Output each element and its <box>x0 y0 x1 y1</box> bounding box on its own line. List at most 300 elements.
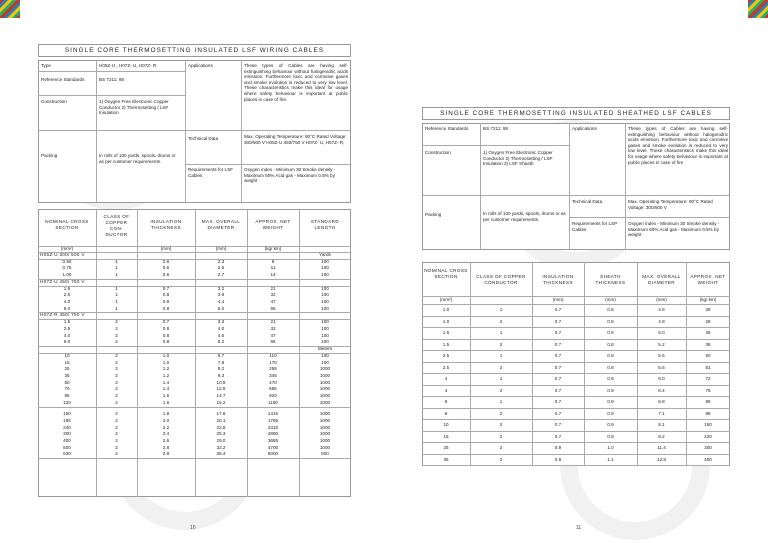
right-header-insulation: INSULATION THICKNESS <box>542 274 574 285</box>
right-reference-standards-label: Reference Standards <box>425 126 469 131</box>
table-cell: 12.8 <box>657 456 666 462</box>
type-value: H05Z-U , H07Z- U, H07Z- R <box>99 63 157 68</box>
table-cell: 2 <box>115 444 118 450</box>
table-cell: 14.7 <box>216 393 226 399</box>
table-cell: 6.0 <box>658 376 665 381</box>
table-cell: 2.7 <box>217 272 225 278</box>
table-cell: 32 <box>270 292 276 298</box>
table-cell: 2 <box>499 433 503 439</box>
table-cell: 14 <box>270 272 276 278</box>
table-cell: 16 <box>64 359 70 365</box>
table-cell: 9.3 <box>217 372 225 378</box>
table-cell: 6.0 <box>63 305 71 311</box>
table-cell: 100 <box>321 352 329 358</box>
reference-standards-value: BS 7211: 98 <box>99 77 124 82</box>
table-cell: 1.5 <box>63 319 71 325</box>
table-cell: 2 <box>499 341 503 347</box>
table-cell: 2.0 <box>162 417 170 423</box>
table-cell: 5.6 <box>658 364 665 370</box>
technical-data-label: Technical Data <box>188 136 219 141</box>
section-label: H07Z-R 450/ 750 V <box>40 312 85 318</box>
table-cell: 9 <box>271 258 275 264</box>
table-cell: 470 <box>269 379 277 385</box>
right-unit-insulation: (mm) <box>552 297 564 302</box>
table-cell: 28 <box>705 318 711 324</box>
table-cell: 0.7 <box>554 341 562 347</box>
table-cell: 4.9 <box>658 318 665 324</box>
table-cell: 32 <box>270 325 276 331</box>
table-cell: 1000 <box>319 431 331 437</box>
table-cell: 0.7 <box>554 433 562 439</box>
left-unit-diameter: (mm) <box>215 246 227 251</box>
table-cell: 17.8 <box>216 411 226 417</box>
table-cell: 0.9 <box>607 433 614 439</box>
table-cell: 36 <box>705 330 711 335</box>
table-cell: 1 <box>115 265 118 271</box>
table-cell: 1765 <box>267 417 279 423</box>
table-cell: 150 <box>704 422 712 427</box>
table-cell: 1000 <box>319 366 331 372</box>
right-unit-sheath: (mm) <box>605 297 616 302</box>
right-reference-standards-value: BS 7211: 98 <box>483 126 508 131</box>
table-cell: 0.7 <box>554 318 562 324</box>
table-cell: 6.4 <box>658 387 665 393</box>
table-cell: 100 <box>321 292 329 298</box>
table-cell: 100 <box>321 265 329 271</box>
table-cell: 100 <box>321 299 329 305</box>
table-cell: 0.9 <box>554 445 562 450</box>
table-cell: 1.4 <box>162 386 170 392</box>
table-cell: 4700 <box>267 444 279 450</box>
table-cell: 0.7 <box>554 422 562 427</box>
table-cell: 1.0 <box>162 359 170 365</box>
table-cell: 2.5 <box>63 292 71 298</box>
table-cell: 0.6 <box>162 258 170 264</box>
table-cell: 47 <box>270 332 276 338</box>
table-cell: 920 <box>269 393 277 399</box>
table-cell: 1 <box>115 272 118 278</box>
table-cell: 240 <box>63 424 71 430</box>
table-cell: 0.75 <box>62 265 72 271</box>
table-cell: 4 <box>444 387 448 393</box>
table-cell: 220 <box>704 433 712 439</box>
table-cell: 500 <box>63 444 71 450</box>
table-cell: 0.8 <box>607 318 614 324</box>
table-cell: 0.7 <box>554 353 562 358</box>
table-cell: 2.5 <box>442 353 450 358</box>
table-cell: 4.4 <box>217 299 225 305</box>
table-cell: 630 <box>63 451 71 457</box>
table-cell: 72 <box>705 376 711 381</box>
left-header-diameter: MAX. OVERALL DIAMETER <box>201 219 241 230</box>
table-cell: 0.8 <box>607 330 614 335</box>
table-cell: 6000 <box>267 451 279 457</box>
table-cell: 1 <box>115 299 118 305</box>
table-cell: 0.7 <box>554 410 562 416</box>
right-requirements-value: Oxygen index - Minimum 30 Smoke density - Maximum 60% Acid gas - Maximum 0.5% by weight <box>628 221 720 238</box>
table-cell: 2.6 <box>162 437 170 443</box>
table-cell: 100 <box>321 325 329 331</box>
table-cell: 6 <box>444 399 448 404</box>
table-cell: 95 <box>705 399 711 404</box>
table-cell: 10 <box>443 422 449 427</box>
table-cell: 1000 <box>319 437 331 443</box>
row-divider <box>422 465 730 466</box>
table-cell: 0.9 <box>607 387 614 393</box>
right-technical-data-value: Max. Operating Temperature: 90°C Rated Voltage: 300/500 V <box>628 199 713 210</box>
table-cell: 1000 <box>319 411 331 417</box>
table-cell: 4.0 <box>217 325 225 331</box>
table-cell: 3.2 <box>217 285 225 291</box>
table-cell: 32.2 <box>216 444 226 450</box>
table-cell: 50 <box>705 353 711 358</box>
table-cell: 1 <box>499 353 503 358</box>
construction-label: Construction <box>41 99 67 104</box>
left-unit-insulation: (mm) <box>160 246 172 251</box>
table-cell: 0.8 <box>162 299 170 305</box>
table-cell: 4.8 <box>658 307 665 312</box>
table-cell: 400 <box>704 456 712 462</box>
table-cell: 1.00 <box>62 272 72 278</box>
table-cell: 2310 <box>267 424 279 430</box>
table-cell: 0.7 <box>554 330 562 335</box>
table-cell: 345 <box>269 372 277 378</box>
table-cell: 70 <box>64 386 70 392</box>
table-cell: 665 <box>269 386 277 392</box>
table-cell: 50 <box>64 379 70 385</box>
table-cell: 1 <box>115 285 118 291</box>
table-cell: 0.7 <box>554 307 562 312</box>
table-cell: 5.0 <box>658 330 665 335</box>
table-cell: 35.4 <box>216 451 226 457</box>
table-cell: 0.8 <box>607 341 614 347</box>
table-cell: 2 <box>499 387 503 393</box>
table-cell: 0.7 <box>162 319 170 325</box>
table-cell: 6.8 <box>658 399 665 404</box>
table-cell: 100 <box>321 305 329 311</box>
page-number-left: 10 <box>190 525 196 531</box>
table-cell: 0.7 <box>554 399 562 404</box>
table-cell: 100 <box>321 332 329 338</box>
requirements-label: Requirements for LSF Cables <box>188 167 233 178</box>
left-page-title: SINGLE CORE THERMOSETTING INSULATED LSF WIRING CABLES <box>38 44 351 57</box>
table-cell: 1000 <box>319 399 331 405</box>
table-cell: 1.5 <box>442 330 450 335</box>
table-cell: 2 <box>115 417 118 423</box>
corner-cable-graphic-left <box>0 0 20 18</box>
table-cell: 35 <box>64 372 70 378</box>
table-cell: 9.2 <box>658 433 665 439</box>
table-cell: 75 <box>705 387 711 393</box>
table-cell: 7.8 <box>217 359 225 365</box>
table-cell: 400 <box>63 437 71 443</box>
table-cell: 2.5 <box>442 364 450 370</box>
table-cell: 0.8 <box>162 339 170 345</box>
right-header-sheath: SHEATH THICKNESS <box>595 274 626 285</box>
table-cell: 2 <box>115 451 118 457</box>
table-cell: 2 <box>115 437 118 443</box>
right-applications-value: These types of Cables are having self-extinguishing behaviour without halogenidric acids emission. Furthermore toxic and corrosive gases and smoke evolution is reduced to very low level. These characteristics make this ideal for usage where safety behaviour is important at public places in case of fire <box>628 126 728 165</box>
table-cell: 0.9 <box>607 422 614 427</box>
table-cell: 100 <box>321 339 329 345</box>
table-cell: 1.2 <box>162 366 170 372</box>
table-cell: 2.8 <box>162 451 170 457</box>
table-cell: 170 <box>269 359 277 365</box>
table-cell: 2 <box>115 372 118 378</box>
table-cell: 2 <box>115 352 118 358</box>
table-cell: 1.5 <box>63 285 71 291</box>
table-cell: 100 <box>321 359 329 365</box>
table-cell: 29.0 <box>216 437 226 443</box>
left-unit-cross-section: (mm²) <box>60 246 74 251</box>
table-cell: 150 <box>63 411 71 417</box>
table-cell: 2.3 <box>217 258 225 264</box>
table-cell: 1000 <box>319 379 331 385</box>
left-unit-weight: (kg/ km) <box>264 246 282 251</box>
table-cell: 6.7 <box>217 352 225 358</box>
table-cell: 21 <box>270 285 276 291</box>
table-cell: 1 <box>499 399 503 404</box>
table-cell: 21 <box>270 319 276 325</box>
table-cell: 1.1 <box>607 456 614 462</box>
table-cell: 2 <box>115 411 118 417</box>
section-unit: Meters <box>317 346 333 352</box>
table-cell: 1000 <box>319 372 331 378</box>
table-cell: 2 <box>115 366 118 372</box>
table-cell: 12.6 <box>216 386 226 392</box>
technical-data-value: Max. Operating Temperature: 90°C Rated Voltage: 300/500 V H05Z-U 450/750 V H07Z- U, H07Z- R, <box>244 134 347 145</box>
table-cell: 300 <box>63 431 71 437</box>
left-header-class: CLASS OF COPPER CON-DUCTOR <box>103 214 130 237</box>
table-cell: 4.6 <box>217 332 225 338</box>
table-cell: 1 <box>115 258 118 264</box>
table-cell: 2 <box>115 379 118 385</box>
table-cell: 95 <box>64 393 70 399</box>
table-cell: 0.9 <box>607 399 614 404</box>
table-cell: 16 <box>443 433 449 439</box>
applications-value: These types of Cables are having self-extinguishing behaviour without halogenidric acids emission. Furthermore toxic and corrosive gases and smoke evolution is reduced to very low level. These characteristics make this ideal for usage where safety behaviour is important at public places in case of fire. <box>244 63 348 102</box>
table-cell: 1 <box>499 307 503 312</box>
table-cell: 1.2 <box>162 372 170 378</box>
table-cell: 110 <box>269 352 277 358</box>
table-cell: 1.0 <box>162 352 170 358</box>
right-packing-value: In rolls of 100 yards, spools, drums or as per customer requirements. <box>483 211 566 222</box>
reference-standards-label: Reference Standards <box>41 77 85 82</box>
type-label: Type <box>41 63 51 68</box>
table-cell: 0.8 <box>607 307 614 312</box>
table-cell: 3.3 <box>217 319 225 325</box>
right-applications-label: Applications <box>572 126 597 131</box>
table-cell: 2 <box>115 332 118 338</box>
table-cell: 1.4 <box>162 379 170 385</box>
right-unit-weight: (kg/ km) <box>699 297 717 302</box>
right-unit-diameter: (mm) <box>656 297 667 302</box>
table-cell: 2 <box>115 399 118 405</box>
table-cell: 5.0 <box>217 305 225 311</box>
right-requirements-label: Requirements for LSP Cables <box>572 221 618 232</box>
right-packing-label: Packing <box>425 212 442 217</box>
table-cell: 5.2 <box>217 339 225 345</box>
table-cell: 10.9 <box>216 379 226 385</box>
table-cell: 2.5 <box>63 325 71 331</box>
table-cell: 0.6 <box>162 272 170 278</box>
table-cell: 2 <box>499 445 503 450</box>
table-cell: 6.0 <box>63 339 71 345</box>
table-cell: 0.8 <box>162 305 170 311</box>
section-divider <box>38 407 351 408</box>
table-cell: 1000 <box>319 393 331 399</box>
table-cell: 0.7 <box>554 387 562 393</box>
table-cell: 47 <box>270 299 276 305</box>
table-cell: 0.8 <box>607 364 614 370</box>
table-cell: 8.2 <box>217 366 225 372</box>
table-cell: 4.0 <box>63 332 71 338</box>
corner-cable-graphic-right <box>748 0 768 18</box>
table-cell: 11.4 <box>657 445 666 450</box>
table-cell: 1415 <box>267 411 279 417</box>
applications-label: Applications <box>188 63 213 68</box>
table-cell: 0.8 <box>607 353 614 358</box>
right-unit-cross-section: (mm²) <box>439 297 453 302</box>
table-cell: 2890 <box>267 431 279 437</box>
table-cell: 3.9 <box>217 292 225 298</box>
table-cell: 10 <box>64 352 70 358</box>
table-cell: 185 <box>63 417 71 423</box>
table-cell: 4 <box>444 376 448 381</box>
right-header-class: CLASS OF COPPER CONDUCTOR <box>476 274 526 285</box>
table-cell: 5.2 <box>658 341 665 347</box>
section-label: H05Z-U 300/ 500 V <box>40 252 85 257</box>
table-cell: 6 <box>444 410 448 416</box>
table-cell: 2 <box>115 386 118 392</box>
table-cell: 0.50 <box>62 258 72 264</box>
table-cell: 300 <box>704 445 712 450</box>
left-header-cross-section: NOMINAL CROSS SECTION <box>45 219 89 230</box>
table-cell: 2.8 <box>162 444 170 450</box>
table-cell: 500 <box>321 451 329 457</box>
table-cell: 7.1 <box>658 410 665 416</box>
table-cell: 0.8 <box>162 332 170 338</box>
table-cell: 100 <box>321 258 329 264</box>
left-header-length: STANDARD LENGTH <box>310 219 340 230</box>
right-construction-value: 1) Oxygen Free Electronic Copper Conductor 2) Thermosetting / LSP Insulation 3) LSF Sheath <box>483 150 553 167</box>
packing-label: Packing <box>41 153 58 158</box>
table-cell: 36 <box>705 341 711 347</box>
table-cell: 2 <box>499 422 503 427</box>
table-cell: 1 <box>499 330 503 335</box>
right-construction-label: Construction <box>425 150 451 155</box>
table-cell: 0.7 <box>162 285 170 291</box>
table-cell: 4.0 <box>63 299 71 305</box>
table-cell: 1.0 <box>607 445 614 450</box>
page-number-right: 11 <box>576 525 582 531</box>
table-cell: 25 <box>443 445 449 450</box>
table-cell: 1.0 <box>442 318 450 324</box>
table-cell: 66 <box>270 339 276 345</box>
table-cell: 2 <box>499 410 503 416</box>
table-cell: 3685 <box>267 437 279 443</box>
table-cell: 0.8 <box>607 376 614 381</box>
table-cell: 120 <box>63 399 71 405</box>
table-cell: 1000 <box>319 417 331 423</box>
table-cell: 0.9 <box>554 456 562 462</box>
table-cell: 20.1 <box>216 417 226 423</box>
table-cell: 1150 <box>268 399 278 405</box>
right-page-title: SINGLE CORE THERMOSETTING INSULATED SHEATHED LSF CABLES <box>422 107 730 120</box>
table-cell: 2 <box>499 364 503 370</box>
section-label: H07Z-U 450/ 750 V <box>40 278 85 284</box>
table-cell: 2 <box>115 319 118 325</box>
packing-value: In rolls of 100 yards, spools, drums or as per customer requirements. <box>99 153 176 164</box>
table-cell: 0.7 <box>554 364 562 370</box>
table-cell: 1.0 <box>442 307 450 312</box>
requirements-value: Oxygen index - Minimum 30 Smoke density - Maximum 60% Acid gas - Maximum 0.5% by weight <box>244 167 336 184</box>
table-cell: 1000 <box>319 444 331 450</box>
section-unit: Yards <box>319 252 331 257</box>
table-cell: 2 <box>499 456 503 462</box>
table-cell: 1000 <box>319 386 331 392</box>
right-header-weight: APPROX. NET WEIGHT <box>690 274 726 285</box>
table-cell: 1.8 <box>162 411 170 417</box>
table-cell: 2.2 <box>162 424 170 430</box>
table-cell: 2 <box>499 318 503 324</box>
table-cell: 1 <box>499 376 503 381</box>
table-cell: 100 <box>321 319 329 325</box>
table-cell: 1000 <box>319 424 331 430</box>
table-cell: 2.5 <box>217 265 225 271</box>
table-cell: 5.5 <box>658 353 665 358</box>
table-cell: 2 <box>115 339 118 345</box>
table-cell: 1.5 <box>442 341 450 347</box>
table-cell: 1 <box>115 305 118 311</box>
right-technical-data-label: Technical Data <box>572 199 603 204</box>
left-header-insulation: INSULATION THICKNESS <box>150 219 182 230</box>
right-header-cross-section: NOMINAL CROSS SECTION <box>424 268 468 279</box>
table-cell: 1.6 <box>162 399 170 405</box>
table-cell: 16.2 <box>216 399 226 405</box>
table-cell: 66 <box>270 305 276 311</box>
table-cell: 28 <box>705 307 711 312</box>
right-header-diameter: MAX. OVERALL DIAMETER <box>642 274 681 285</box>
table-cell: 8.1 <box>658 422 665 427</box>
table-cell: 98 <box>705 410 711 416</box>
table-cell: 255 <box>269 366 277 372</box>
construction-value: 1) Oxygen Free Electronic Copper Conductor 2) Thermosetting / LSF Insulation <box>99 99 169 116</box>
table-cell: 2 <box>115 359 118 365</box>
table-cell: 0.7 <box>554 376 562 381</box>
table-cell: 100 <box>321 272 329 278</box>
table-cell: 1 <box>115 292 118 298</box>
table-cell: 2 <box>115 424 118 430</box>
table-cell: 0.8 <box>162 292 170 298</box>
table-cell: 0.9 <box>607 410 614 416</box>
table-cell: 51 <box>705 364 711 370</box>
table-cell: 2 <box>115 393 118 399</box>
table-cell: 0.6 <box>162 265 170 271</box>
table-cell: 25 <box>64 366 70 372</box>
table-cell: 11 <box>270 265 276 271</box>
table-cell: 25.3 <box>216 431 226 437</box>
table-cell: 2 <box>115 431 118 437</box>
left-header-weight: APPROX. NET WEIGHT <box>255 219 291 230</box>
section-divider <box>38 458 351 459</box>
table-cell: 100 <box>321 285 329 291</box>
table-cell: 0.8 <box>162 325 170 331</box>
table-cell: 35 <box>443 456 449 462</box>
table-cell: 22.8 <box>216 424 226 430</box>
table-cell: 2 <box>115 325 118 331</box>
table-cell: 1.6 <box>162 393 170 399</box>
